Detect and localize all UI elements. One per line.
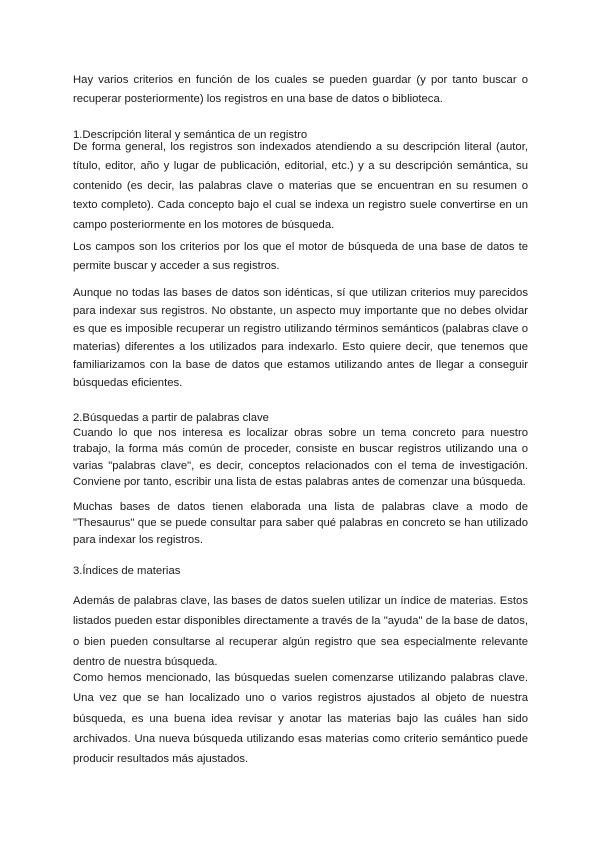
section-3-heading: 3.Índices de materias	[73, 565, 181, 577]
section-1-paragraph-3: Aunque no todas las bases de datos son idénticas, sí que utilizan criterios muy parecidos para indexar sus registros. No obstante, un aspecto muy importante que no debes olvidar es que es imposible recuperar un registro utilizando términos semánticos (palabras clave o materias) diferentes a los utilizados para indexarlo. Esto quiere decir, que tenemos que familiarizamos con la base de datos que estamos utilizando antes de llegar a conseguir búsquedas eficientes.	[73, 287, 528, 390]
section-1-paragraph-2: Los campos son los criterios por los que el motor de búsqueda de una base de datos te permite buscar y acceder a sus registros.	[73, 241, 528, 273]
section-2-paragraph-1: Cuando lo que nos interesa es localizar obras sobre un tema concreto para nuestro trabajo, la forma más común de proceder, consiste en buscar registros utilizando una o varias "palabras clave", es decir, conceptos relacionados con el tema de investigación. Conviene por tanto, escribir una lista de estas palabras antes de comenzar una búsqueda.	[73, 427, 528, 488]
section-2-heading: 2.Búsquedas a partir de palabras clave	[73, 412, 269, 424]
intro-paragraph: Hay varios criterios en función de los cuales se pueden guardar (y por tanto buscar o recuperar posteriormente) los registros en una base de datos o biblioteca.	[73, 74, 528, 106]
section-3-paragraph-2: Como hemos mencionado, las búsquedas suelen comenzarse utilizando palabras clave. Una vez que se han localizado uno o varios registros ajustados al objeto de nuestra búsqueda, es una buena idea revisar y anotar las materias bajo las cuáles han sido archivados. Una nueva búsqueda utilizando esas materias como criterio semántico puede producir resultados más ajustados.	[73, 672, 528, 766]
section-2-paragraph-2: Muchas bases de datos tienen elaborada una lista de palabras clave a modo de "Thesaurus" que se puede consultar para saber qué palabras en concreto se han utilizado para indexar los registros.	[73, 501, 528, 546]
section-1-heading: 1.Descripción literal y semántica de un registro	[73, 129, 308, 141]
section-3-paragraph-1: Además de palabras clave, las bases de datos suelen utilizar un índice de materias. Estos listados pueden estar disponibles directamente a través de la "ayuda" de la base de datos, o bien pueden consultarse al recuperar algún registro que sea especialmente relevante dentro de nuestra búsqueda.	[73, 595, 528, 668]
section-1-paragraph-1: De forma general, los registros son indexados atendiendo a su descripción literal (autor, título, editor, año y lugar de publicación, editorial, etc.) y a su descripción semántica, su contenido (es decir, las palabras clave o materias que se encuentran en su resumen o texto completo). Cada concepto bajo el cual se indexa un registro suele convertirse en un campo posteriormente en los motores de búsqueda.	[73, 141, 528, 231]
